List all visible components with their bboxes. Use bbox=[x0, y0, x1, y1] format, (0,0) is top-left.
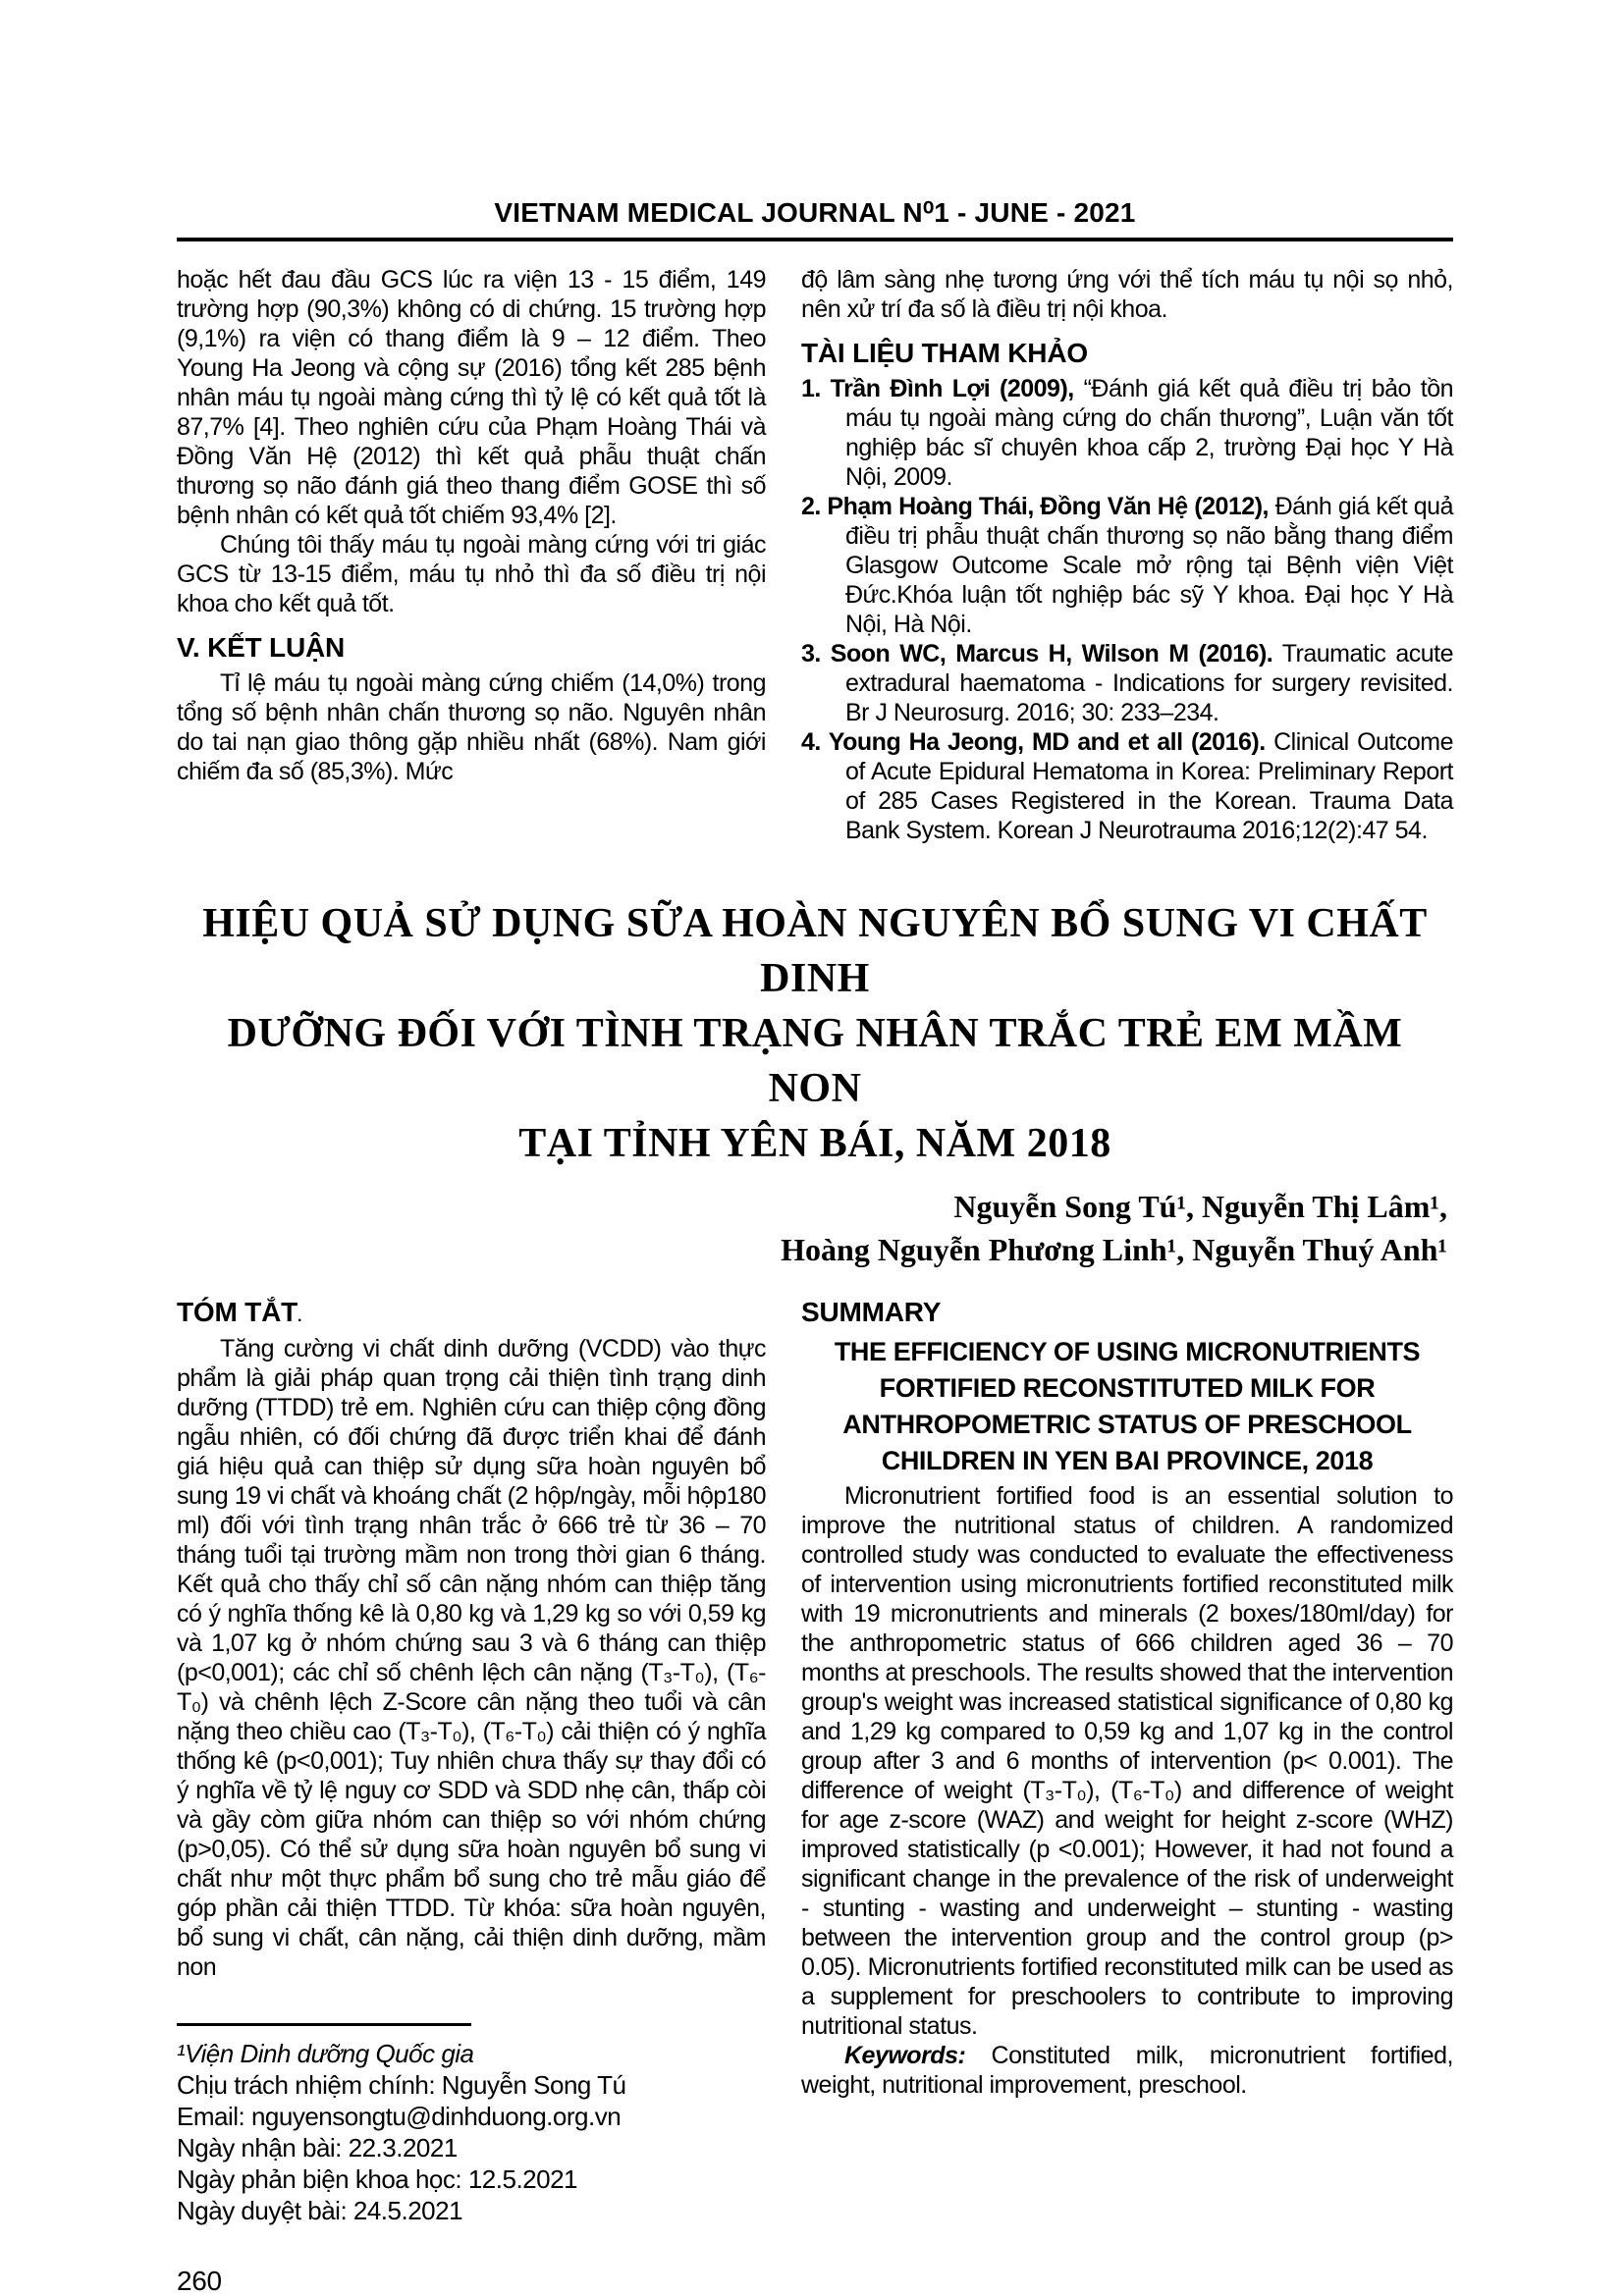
reference-item bbox=[801, 727, 1453, 845]
keywords-line bbox=[801, 2041, 1453, 2100]
keywords-text: Constituted milk, micronutrient fortified, weight, nutritional improvement, preschool. bbox=[801, 2042, 1453, 2099]
keywords-label: Keywords: bbox=[844, 2042, 966, 2069]
affiliation-note: ¹Viện Dinh dưỡng Quốc gia bbox=[177, 2039, 474, 2068]
section-abstracts bbox=[177, 1297, 1453, 2296]
reference-authors: 3. Soon WC, Marcus H, Wilson M (2016). bbox=[801, 640, 1273, 667]
summary-title-line: THE EFFICIENCY OF USING MICRONUTRIENTS bbox=[834, 1337, 1421, 1366]
footnote-divider bbox=[177, 2023, 471, 2026]
footnote-line: Ngày phản biện khoa học: 12.5.2021 bbox=[177, 2164, 578, 2194]
paragraph: Chúng tôi thấy máu tụ ngoài màng cứng với tri giác GCS từ 13-15 điểm, máu tụ nhỏ thì đa số điều trị nội khoa cho kết quả tốt. bbox=[177, 531, 766, 617]
reference-item bbox=[801, 639, 1453, 727]
right-column bbox=[801, 1297, 1453, 2296]
paragraph: hoặc hết đau đầu GCS lúc ra viện 13 - 15 điểm, 149 trường hợp (90,3%) không có di chứng. 15 trường hợp (9,1%) ra viện có thang điểm là 9 – 12 điểm. Theo Young Ha Jeong và cộng sự (2016) tổng kết 285 bệnh nhân máu tụ ngoài màng cứng thì tỷ lệ có kết quả tốt là 87,7% [4]. Theo nghiên cứu của Phạm Hoàng Thái và Đồng Văn Hệ (2012) thì kết quả phẫu thuật chấn thương sọ não đánh giá theo thang điểm GOSE thì số bệnh nhân có kết quả tốt chiếm 93,4% [2]. bbox=[177, 266, 766, 529]
authors-line: Hoàng Nguyễn Phương Linh¹, Nguyễn Thuý Anh¹ bbox=[781, 1232, 1447, 1267]
abstract-vi-heading-dot: . bbox=[298, 1308, 302, 1325]
paragraph: Tỉ lệ máu tụ ngoài màng cứng chiếm (14,0%) trong tổng số bệnh nhân chấn thương sọ não. Nguyên nhân do tai nạn giao thông gặp nhiều nhất (68%). Nam giới chiếm đa số (85,3%). Mức bbox=[177, 669, 766, 785]
reference-text: Traumatic acute extradural haematoma - Indications for surgery revisited. Br J Neurosurg. 2016; 30: 233–234. bbox=[845, 640, 1454, 726]
footnote-line: Ngày duyệt bài: 24.5.2021 bbox=[177, 2196, 463, 2225]
abstract-vi-heading-text: TÓM TẮT bbox=[177, 1297, 298, 1327]
reference-item bbox=[801, 374, 1453, 492]
reference-text: “Đánh giá kết quả điều trị bảo tồn máu tụ ngoài màng cứng do chấn thương”, Luận văn tốt nghiệp bác sĩ chuyên khoa cấp 2, trường Đại học Y Hà Nội, 2009. bbox=[845, 375, 1453, 491]
footnote-line: Email: nguyensongtu@dinhduong.org.vn bbox=[177, 2102, 622, 2131]
footnote-block bbox=[177, 2023, 766, 2226]
article-title-line: TẠI TỈNH YÊN BÁI, NĂM 2018 bbox=[518, 1121, 1111, 1166]
reference-text: Đánh giá kết quả điều trị phẫu thuật chấn thương sọ não bằng thang điểm Glasgow Outcome Scale mở rộng tại Bệnh viện Việt Đức.Khóa luận tốt nghiệp bác sỹ Y khoa. Đại học Y Hà Nội, Hà Nội. bbox=[845, 493, 1453, 638]
summary-title-line: ANTHROPOMETRIC STATUS OF PRESCHOOL bbox=[842, 1410, 1412, 1439]
section-previous-article bbox=[177, 265, 1453, 845]
article-title bbox=[177, 896, 1453, 1171]
abstract-en-body: Micronutrient fortified food is an essential solution to improve the nutritional status of children. A randomized controlled study was conducted to evaluate the effectiveness of intervention using micronutrients fortified reconstituted milk with 19 micronutrients and minerals (2 boxes/180ml/day) for the anthropometric status of 666 children aged 36 – 70 months at preschools. The results showed that the intervention group's weight was increased statistical significance of 0,80 kg and 1,29 kg compared to 0,59 kg and 1,07 kg in the control group after 3 and 6 months of intervention (p< 0.001). The difference of weight (T₃-T₀), (T₆-T₀) and difference of weight for age z-score (WAZ) and weight for height z-score (WHZ) improved statistically (p <0.001); However, it had not found a significant change in the prevalence of the risk of underweight - stunting - wasting and underweight – stunting - wasting between the intervention group and the control group (p> 0.05). Micronutrients fortified reconstituted milk can be used as a supplement for preschoolers to contribute to improving nutritional status. bbox=[801, 1482, 1453, 2040]
page-number: 260 bbox=[177, 2266, 222, 2296]
abstract-vi-heading bbox=[177, 1297, 766, 1328]
reference-authors: 4. Young Ha Jeong, MD and et all (2016). bbox=[801, 728, 1266, 756]
conclusion-heading: V. KẾT LUẬN bbox=[177, 632, 346, 663]
running-head bbox=[177, 0, 1453, 241]
right-column bbox=[801, 265, 1453, 845]
footnote-line: Chịu trách nhiệm chính: Nguyễn Song Tú bbox=[177, 2070, 626, 2100]
reference-authors: 2. Phạm Hoàng Thái, Đồng Văn Hệ (2012), bbox=[801, 493, 1269, 520]
journal-title: VIETNAM MEDICAL JOURNAL N⁰1 - JUNE - 2021 bbox=[494, 197, 1136, 228]
article-title-line: DƯỠNG ĐỐI VỚI TÌNH TRẠNG NHÂN TRẮC TRẺ EM MẦM NON bbox=[227, 1011, 1403, 1111]
left-column bbox=[177, 265, 766, 845]
summary-title-line: CHILDREN IN YEN BAI PROVINCE, 2018 bbox=[881, 1446, 1374, 1475]
left-column bbox=[177, 1297, 766, 2296]
author-list bbox=[177, 1185, 1453, 1271]
paragraph: độ lâm sàng nhẹ tương ứng với thể tích máu tụ nội sọ nhỏ, nên xử trí đa số là điều trị nội khoa. bbox=[801, 266, 1453, 323]
abstract-vi-body: Tăng cường vi chất dinh dưỡng (VCDD) vào thực phẩm là giải pháp quan trọng cải thiện tình trạng dinh dưỡng (TTDD) trẻ em. Nghiên cứu can thiệp cộng đồng ngẫu nhiên, có đối chứng đã được triển khai để đánh giá hiệu quả can thiệp sử dụng sữa hoàn nguyên bổ sung 19 vi chất và khoáng chất (2 hộp/ngày, mỗi hộp180 ml) đối với tình trạng nhân trắc ở 666 trẻ từ 36 – 70 tháng tuổi tại trường mầm non trong thời gian 6 tháng. Kết quả cho thấy chỉ số cân nặng nhóm can thiệp tăng có ý nghĩa thống kê là 0,80 kg và 1,29 kg so với 0,59 kg và 1,07 kg ở nhóm chứng sau 3 và 6 tháng can thiệp (p<0,001); các chỉ số chênh lệch cân nặng (T₃-T₀), (T₆-T₀) và chênh lệch Z-Score cân nặng theo tuổi và cân nặng theo chiều cao (T₃-T₀), (T₆-T₀) cải thiện có ý nghĩa thống kê (p<0,001); Tuy nhiên chưa thấy sự thay đổi có ý nghĩa về tỷ lệ nguy cơ SDD và SDD nhẹ cân, thấp còi và gầy còm giữa nhóm can thiệp so với nhóm chứng (p>0,05). Có thể sử dụng sữa hoàn nguyên bổ sung vi chất như một thực phẩm bổ sung cho trẻ mẫu giáo để góp phần cải thiện TTDD. Từ khóa: sữa hoàn nguyên, bổ sung vi chất, cân nặng, cải thiện dinh dưỡng, mầm non bbox=[177, 1335, 766, 1981]
abstract-en-heading: SUMMARY bbox=[801, 1297, 942, 1327]
reference-authors: 1. Trần Đình Lợi (2009), bbox=[801, 375, 1074, 402]
abstract-en-title bbox=[801, 1334, 1453, 1479]
reference-item bbox=[801, 492, 1453, 639]
references-heading: TÀI LIỆU THAM KHẢO bbox=[801, 338, 1088, 368]
footnote-line: Ngày nhận bài: 22.3.2021 bbox=[177, 2133, 458, 2163]
summary-title-line: FORTIFIED RECONSTITUTED MILK FOR bbox=[879, 1373, 1376, 1403]
page-content bbox=[177, 0, 1453, 2296]
reference-text: Clinical Outcome of Acute Epidural Hematoma in Korea: Preliminary Report of 285 Cases Registered in the Korean. Trauma Data Bank System. Korean J Neurotrauma 2016;12(2):47 54. bbox=[845, 728, 1453, 844]
authors-line: Nguyễn Song Tú¹, Nguyễn Thị Lâm¹, bbox=[953, 1189, 1447, 1224]
article-title-line: HIỆU QUẢ SỬ DỤNG SỮA HOÀN NGUYÊN BỔ SUNG VI CHẤT DINH bbox=[202, 901, 1428, 1001]
